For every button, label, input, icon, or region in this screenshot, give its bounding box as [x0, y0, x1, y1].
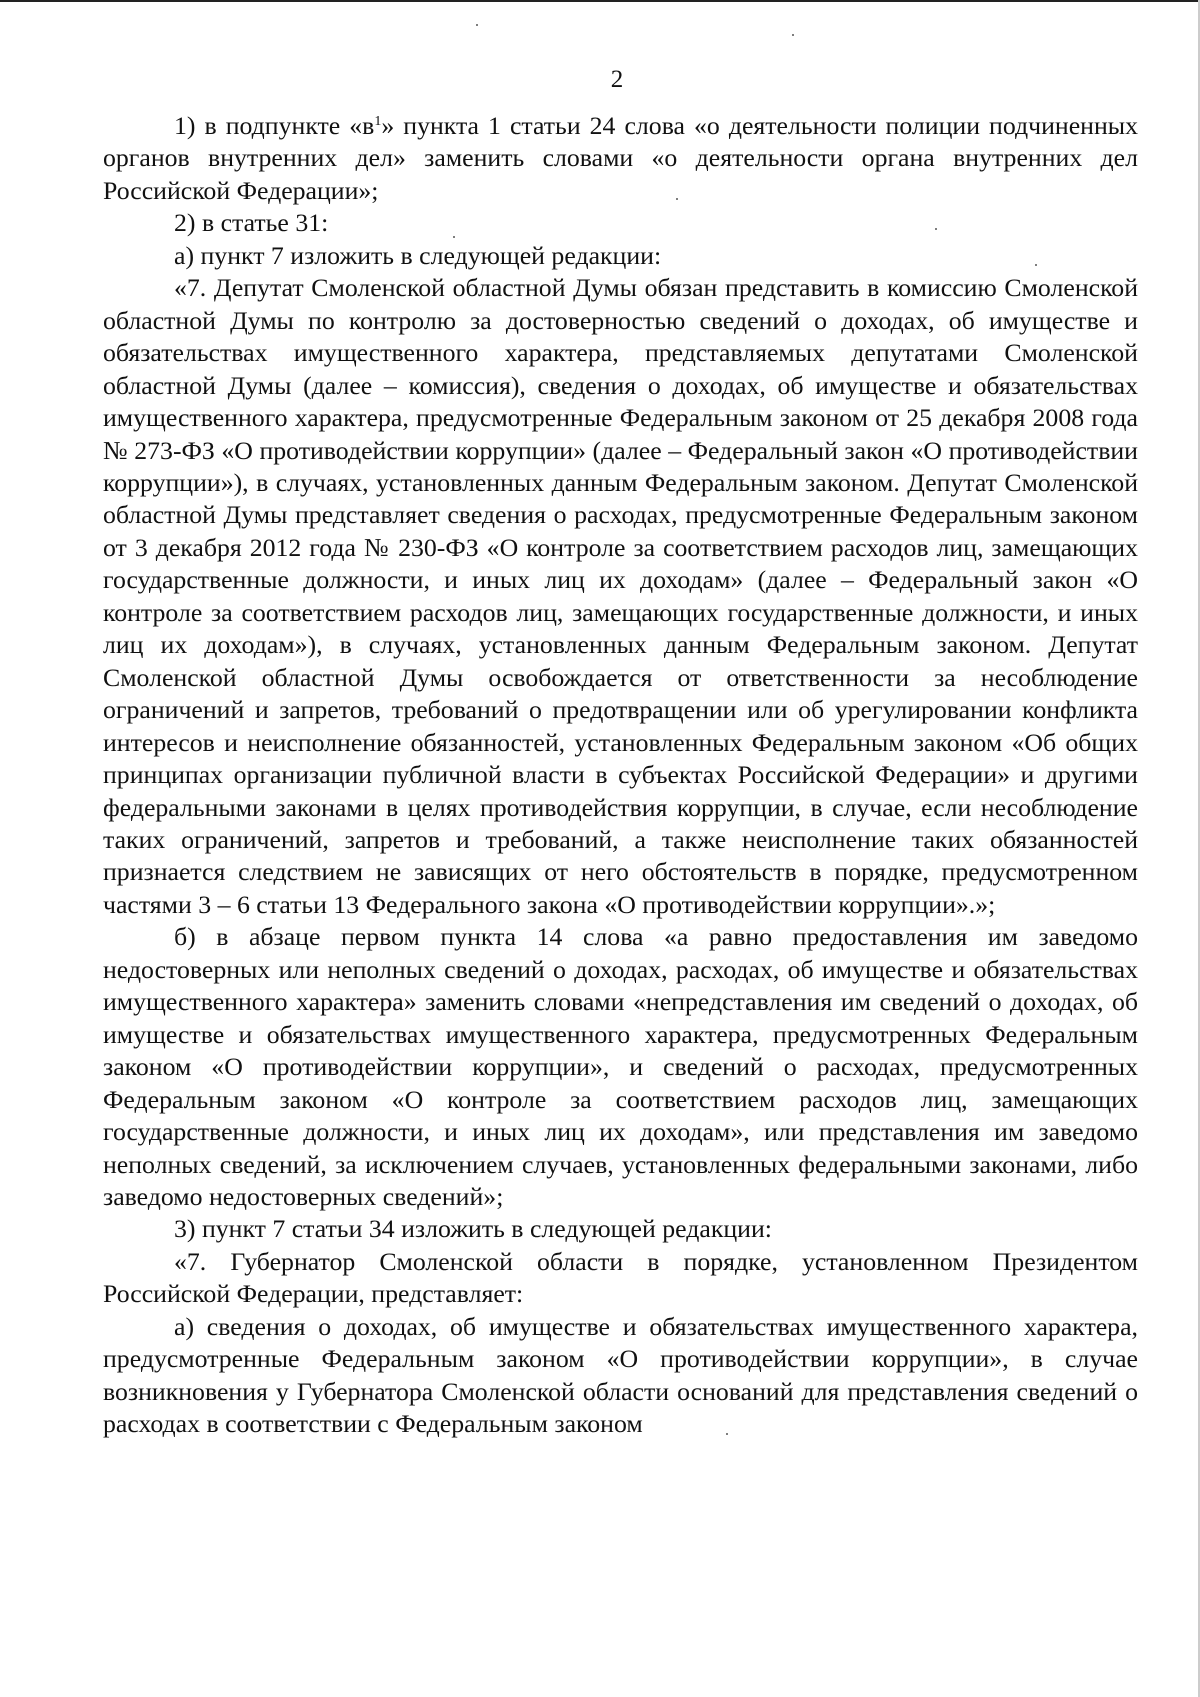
paragraph-7: «7. Губернатор Смоленской области в порядке, установленном Президентом Российской Федерации, представляет: — [103, 1246, 1138, 1309]
superscript-1: 1 — [374, 114, 382, 129]
paragraph-4: «7. Депутат Смоленской областной Думы обязан представить в комиссию Смоленской областной Думы по контролю за достоверностью сведений о доходах, об имуществе и обязательствах имущественного характера, представляемых депутатами Смоленской областной Думы (далее – комиссия), сведения о доходах, об имуществе и обязательствах имущественного характера, предусмотренные Федеральным законом от 25 декабря 2008 года № 273-ФЗ «О противодействии коррупции» (далее – Федеральный закон «О противодействии коррупции»), в случаях, установленных данным Федеральным законом. Депутат Смоленской областной Думы представляет сведения о расходах, предусмотренные Федеральным законом от 3 декабря 2012 года № 230-ФЗ «О контроле за соответствием расходов лиц, замещающих государственные должности, и иных лиц их доходам» (далее – Федеральный закон «О контроле за соответствием расходов лиц, замещающих государственные должности, и иных лиц их доходам»), в случаях, установленных данным Федеральным законом. Депутат Смоленской областной Думы освобождается от ответственности за несоблюдение ограничений и запретов, требований о предотвращении или об урегулировании конфликта интересов и неисполнение обязанностей, установленных Федеральным законом «Об общих принципах организации публичной власти в субъектах Российской Федерации» и другими федеральными законами в целях противодействия коррупции, в случае, если несоблюдение таких ограничений, запретов и требований, а также неисполнение таких обязанностей признается следствием не зависящих от него обстоятельств в порядке, предусмотренном частями 3 – 6 статьи 13 Федерального закона «О противодействии коррупции».»; — [103, 273, 1138, 919]
scan-speck — [453, 236, 455, 238]
scan-speck — [1035, 264, 1037, 266]
page-number: 2 — [610, 66, 624, 93]
document-body — [103, 110, 1138, 1441]
scan-speck — [792, 34, 794, 36]
paragraph-2: 2) в статье 31: — [174, 208, 329, 238]
paragraph-6: 3) пункт 7 статьи 34 изложить в следующей редакции: — [174, 1214, 772, 1244]
paragraph-1 — [103, 110, 1138, 207]
scan-speck — [935, 228, 937, 230]
scan-speck — [476, 24, 478, 26]
paragraph-1-text-start: 1) в подпункте «в — [174, 111, 375, 140]
paragraph-5: б) в абзаце первом пункта 14 слова «а равно предоставления им заведомо недостоверных или неполных сведений о доходах, расходах, об имуществе и обязательствах имущественного характера» заменить словами «непредставления им сведений о доходах, об имуществе и обязательствах имущественного характера, предусмотренных Федеральным законом «О противодействии коррупции», и сведений о расходах, предусмотренных Федеральным законом «О контроле за соответствием расходов лиц, замещающих государственные должности, и иных лиц их доходам», или представления им заведомо неполных сведений, за исключением случаев, установленных федеральными законами, либо заведомо недостоверных сведений»; — [103, 922, 1138, 1211]
paragraph-1-text-end: » пункта 1 статьи 24 слова «о деятельности полиции подчиненных органов внутренних дел» заменить словами «о деятельности органа внутренних дел Российской Федерации»; — [103, 111, 1138, 205]
scan-speck — [726, 1433, 728, 1435]
paragraph-3: а) пункт 7 изложить в следующей редакции: — [174, 240, 662, 270]
paragraph-8: а) сведения о доходах, об имуществе и обязательствах имущественного характера, предусмотренные Федеральным законом «О противодействии коррупции», в случае возникновения у Губернатора Смоленской области оснований для представления сведений о расходах в соответствии с Федеральным законом — [103, 1311, 1138, 1439]
scan-speck — [676, 198, 678, 200]
scan-top-border — [0, 0, 1200, 2]
